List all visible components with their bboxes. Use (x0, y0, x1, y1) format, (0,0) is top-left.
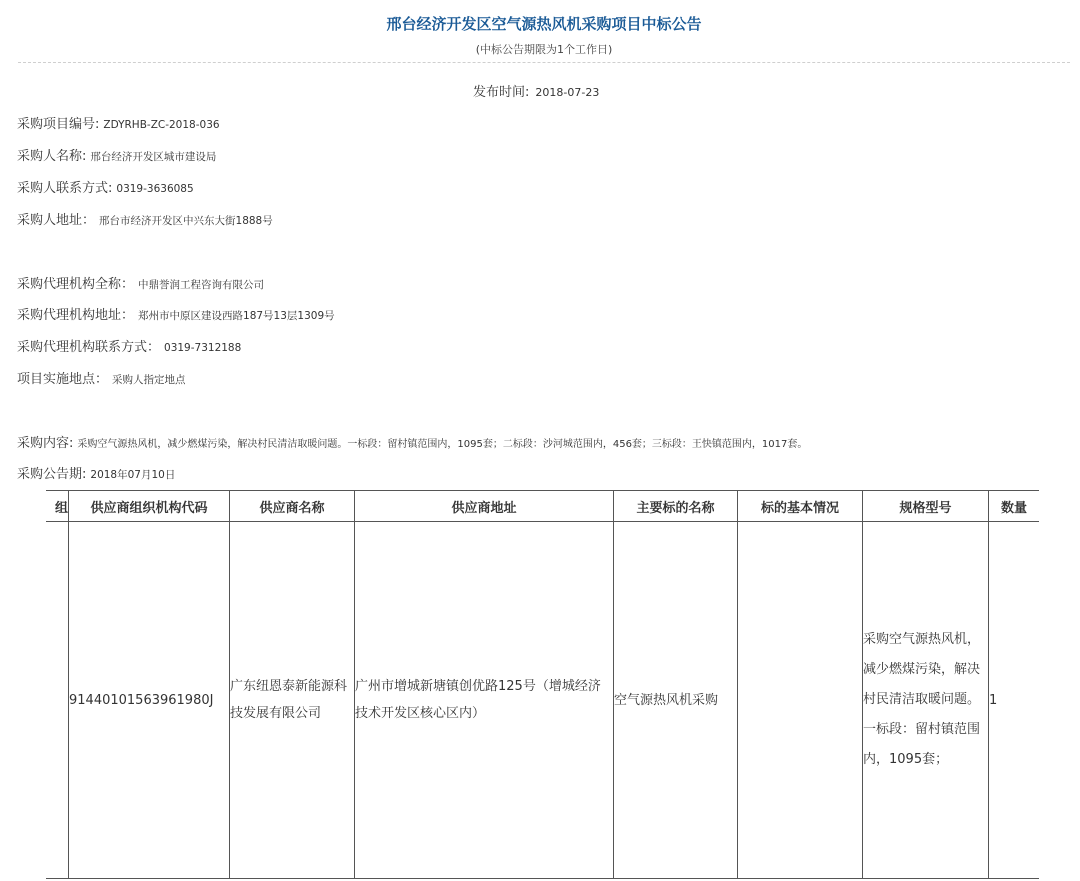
column-header-item-info: 标的基本情况 (738, 491, 863, 522)
field-value: 采购人指定地点 (112, 374, 186, 386)
publish-time-label: 发布时间: (473, 85, 530, 100)
column-header-item-name: 主要标的名称 (614, 491, 738, 522)
field-value: 邢台经济开发区城市建设局 (90, 151, 217, 163)
field-label: 采购代理机构全称： (17, 277, 135, 292)
table-header-row (46, 491, 1039, 522)
field-value: ZDYRHB-ZC-2018-036 (103, 119, 220, 131)
purchaser-address-field (17, 209, 273, 228)
cell-supplier-address: 广州市增城新塘镇创优路125号（增城经济技术开发区核心区内） (355, 522, 614, 879)
cell-quantity: 1 (989, 522, 1040, 879)
field-value: 2018年07月10日 (90, 469, 176, 481)
implementation-site-field (17, 368, 186, 387)
project-number-field (17, 113, 220, 132)
field-value: 采购空气源热风机，减少燃煤污染，解决村民清洁取暖问题。一标段：留村镇范围内，1095套；二标段：沙河城范围内，456套；三标段：王快镇范围内，1017套。 (77, 439, 808, 450)
cell-item-info (738, 522, 863, 879)
field-label: 项目实施地点： (17, 372, 109, 387)
winning-bid-table-viewport[interactable] (46, 490, 1039, 881)
field-value: 0319-3636085 (116, 183, 194, 195)
cell-group (46, 522, 69, 879)
field-value: 0319-7312188 (164, 342, 242, 354)
field-value: 邢台市经济开发区中兴东大街1888号 (99, 215, 273, 227)
cell-supplier-name: 广东纽恩泰新能源科技发展有限公司 (230, 522, 355, 879)
notice-period-note: (中标公告期限为1个工作日) (475, 43, 613, 56)
procurement-content-field (17, 432, 807, 451)
field-value: 郑州市中原区建设西路187号13层1309号 (138, 310, 335, 322)
column-header-supplier-address: 供应商地址 (355, 491, 614, 522)
field-label: 采购人地址： (17, 213, 96, 228)
field-label: 采购人联系方式: (17, 181, 113, 196)
field-label: 采购代理机构地址： (17, 308, 135, 323)
field-label: 采购人名称: (17, 149, 87, 164)
column-header-quantity: 数量 (989, 491, 1040, 522)
cell-org-code: 91440101563961980J (69, 522, 230, 879)
agency-name-field (17, 273, 264, 292)
field-label: 采购公告期: (17, 467, 87, 482)
agency-contact-field (17, 336, 241, 355)
publish-time-value: 2018-07-23 (535, 86, 600, 99)
column-header-group: 组 (46, 491, 69, 522)
field-label: 采购项目编号: (17, 117, 100, 132)
field-value: 中鼎誉润工程咨询有限公司 (138, 279, 265, 291)
agency-address-field (17, 304, 335, 323)
announcement-period-field (17, 463, 175, 482)
publish-time (473, 81, 599, 100)
winning-bid-table (46, 490, 1039, 879)
table-row (46, 522, 1039, 879)
column-header-supplier-name: 供应商名称 (230, 491, 355, 522)
column-header-org-code: 供应商组织机构代码 (69, 491, 230, 522)
field-label: 采购代理机构联系方式： (17, 340, 161, 355)
title-divider (18, 62, 1070, 63)
cell-item-name: 空气源热风机采购 (614, 522, 738, 879)
page-title: 邢台经济开发区空气源热风机采购项目中标公告 (386, 15, 702, 33)
column-header-spec: 规格型号 (863, 491, 989, 522)
cell-spec: 采购空气源热风机，减少燃煤污染，解决村民清洁取暖问题。一标段：留村镇范围内，1095套； (863, 522, 989, 879)
purchaser-name-field (17, 145, 216, 164)
field-label: 采购内容: (17, 436, 74, 451)
purchaser-contact-field (17, 177, 194, 196)
